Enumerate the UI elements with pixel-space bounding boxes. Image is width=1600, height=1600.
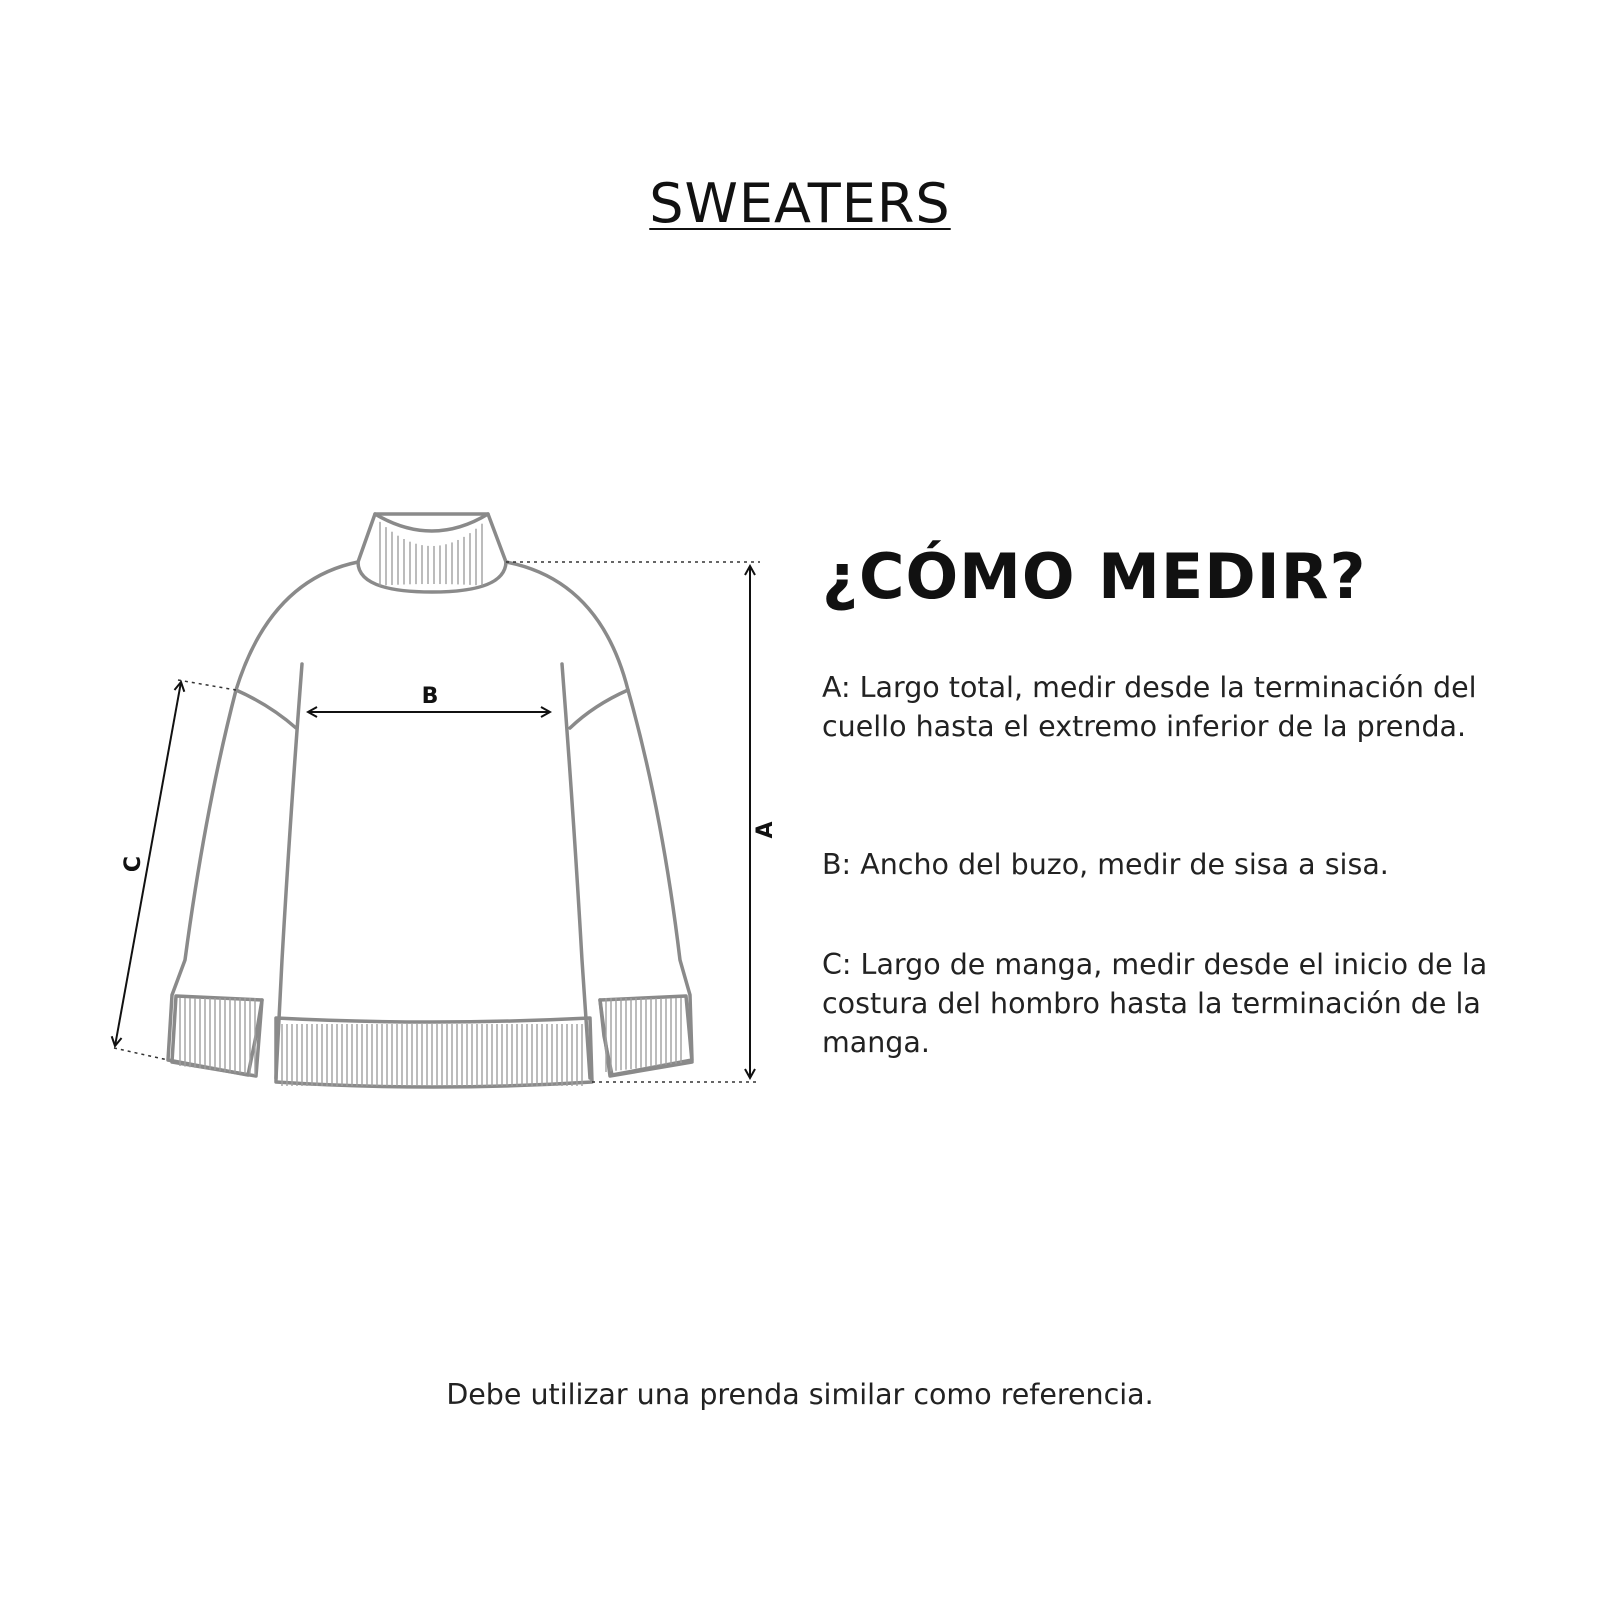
measure-c-guide-bottom [114, 1048, 168, 1060]
right-body-edge [562, 664, 590, 1078]
measure-c-label: C [121, 855, 146, 873]
hem-band [276, 1018, 592, 1087]
collar-inner-edge [375, 514, 488, 531]
right-armhole-seam [570, 690, 628, 728]
measure-b-label: B [421, 684, 439, 709]
right-cuff-ribbing [606, 998, 681, 1072]
left-armhole-seam [236, 690, 296, 728]
how-to-measure-heading: ¿CÓMO MEDIR? [822, 540, 1367, 613]
instruction-a: A: Largo total, medir desde la terminación del cuello hasta el extremo inferior de la prenda. [822, 671, 1477, 743]
left-body-edge [276, 664, 302, 1078]
measure-a [506, 562, 778, 1082]
footnote: Debe utilizar una prenda similar como referencia. [446, 1378, 1154, 1411]
measure-a-label: A [753, 821, 778, 839]
page-title: SWEATERS [649, 172, 951, 235]
measure-b [308, 684, 550, 712]
instruction-c: C: Largo de manga, medir desde el inicio de la costura del hombro hasta la terminación de la manga. [822, 948, 1488, 1059]
measure-c-guide-top [178, 680, 236, 690]
hem-ribbing [282, 1024, 582, 1086]
instruction-b: B: Ancho del buzo, medir de sisa a sisa. [822, 848, 1389, 881]
sweater-outline [168, 514, 692, 1087]
